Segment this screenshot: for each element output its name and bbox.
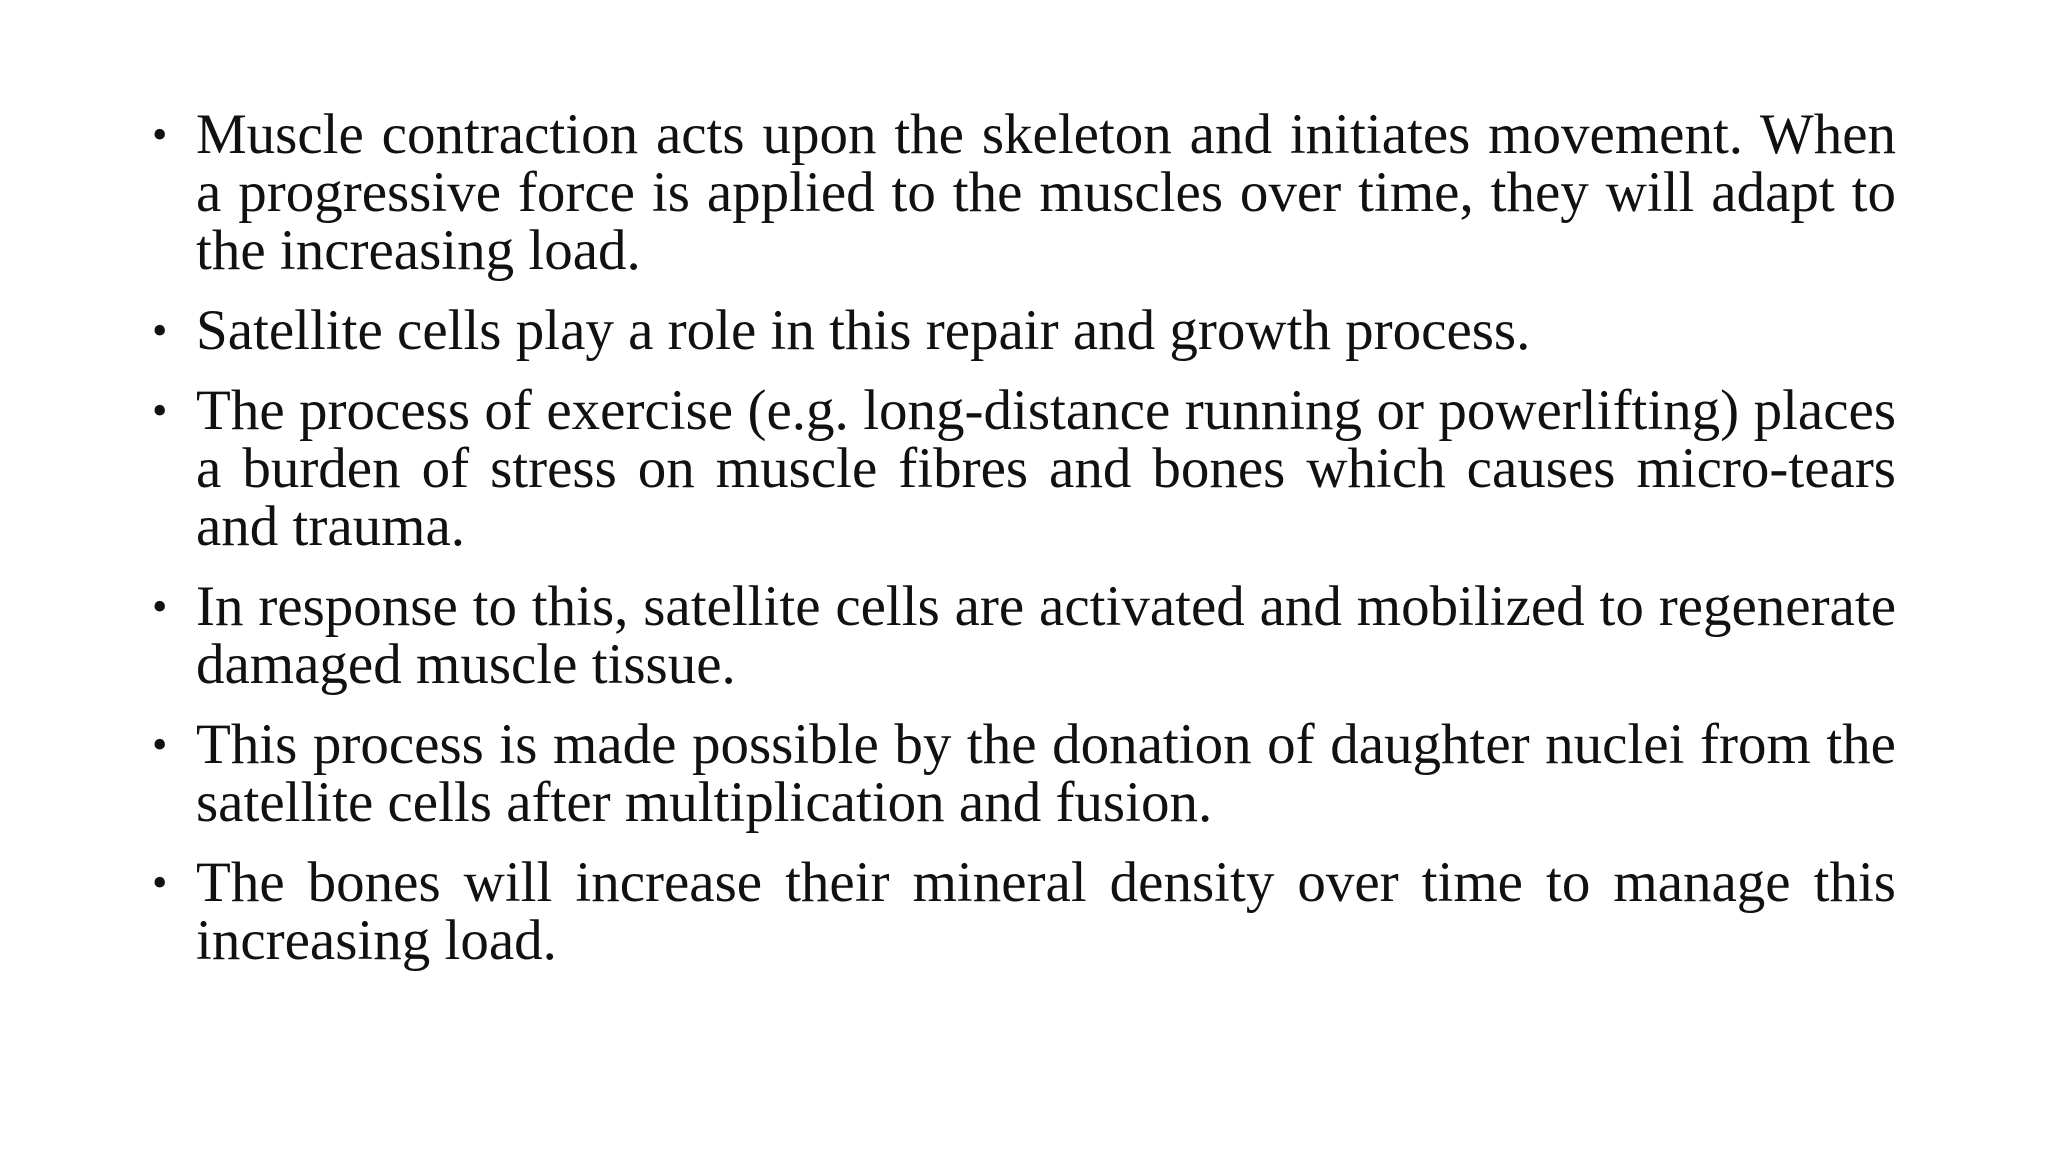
bullet-dot-icon: • — [152, 386, 168, 435]
bullet-dot-icon: • — [152, 582, 168, 631]
bullet-text: Satellite cells play a role in this repair and growth process. — [196, 299, 1531, 362]
bullet-text: In response to this, satellite cells are activated and mobilized to regenerate damaged muscle tissue. — [196, 575, 1896, 696]
bullet-text: Muscle contraction acts upon the skeleton and initiates movement. When a progressive force is applied to the muscles over time, they will adapt to the increasing load. — [196, 103, 1896, 282]
bullet-list — [152, 103, 1896, 992]
bullet-item — [152, 379, 1896, 558]
bullet-item — [152, 103, 1896, 282]
bullet-dot-icon: • — [152, 858, 168, 907]
bullet-item — [152, 851, 1896, 972]
bullet-item — [152, 299, 1896, 362]
bullet-item — [152, 575, 1896, 696]
bullet-text: This process is made possible by the donation of daughter nuclei from the satellite cells after multiplication and fusion. — [196, 713, 1896, 834]
bullet-dot-icon: • — [152, 720, 168, 769]
bullet-text: The bones will increase their mineral density over time to manage this increasing load. — [196, 851, 1896, 972]
bullet-item — [152, 713, 1896, 834]
bullet-dot-icon: • — [152, 306, 168, 355]
bullet-dot-icon: • — [152, 110, 168, 159]
bullet-text: The process of exercise (e.g. long-distance running or powerlifting) places a burden of stress on muscle fibres and bones which causes micro-tears and trauma. — [196, 379, 1896, 558]
